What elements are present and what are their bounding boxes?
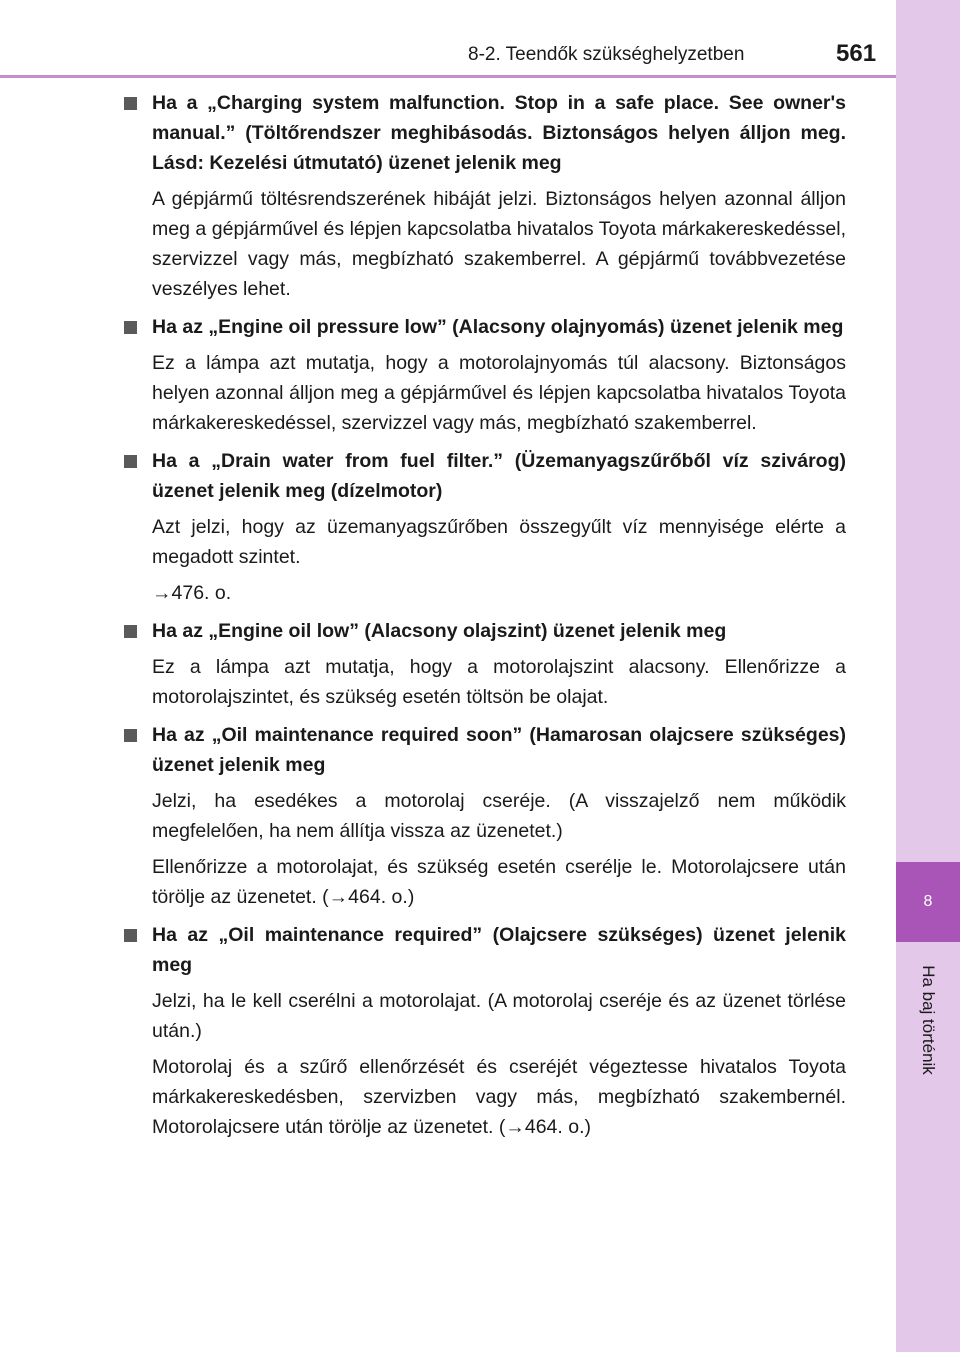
section-heading — [152, 616, 846, 646]
chapter-side-strip — [896, 0, 960, 1352]
square-bullet-icon — [124, 455, 137, 468]
section-heading — [152, 720, 846, 780]
paragraph: Ellenőrizze a motorolajat, és szükség esetén cserélje le. Motorolajcsere után törölje az üzenetet. (→464. o.) — [152, 856, 846, 908]
section-heading-text: Ha az „Engine oil pressure low” (Alacsony olajnyomás) üzenet jelenik meg — [152, 316, 844, 338]
section-heading-text: Ha az „Oil maintenance required soon” (Hamarosan olajcsere szükséges) üzenet jelenik meg — [152, 724, 846, 776]
paragraph: Jelzi, ha esedékes a motorolaj cseréje. (A visszajelző nem működik megfelelően, ha nem állítja vissza az üzenetet.) — [152, 790, 846, 842]
paragraph: Azt jelzi, hogy az üzemanyagszűrőben összegyűlt víz mennyisége elérte a megadott szintet. — [152, 516, 846, 568]
square-bullet-icon — [124, 929, 137, 942]
chapter-tab[interactable] — [896, 862, 960, 942]
paragraph: A gépjármű töltésrendszerének hibáját jelzi. Biztonságos helyen azonnal álljon meg a gépjárművel és lépjen kapcsolatba hivatalos Toyota márkakereskedéssel, szervizzel vagy más, megbízható szakemberrel. A gépjármű továbbvezetése veszélyes lehet. — [152, 188, 846, 300]
square-bullet-icon — [124, 321, 137, 334]
section-oil-maintenance-soon — [122, 720, 846, 912]
section-title: 8-2. Teendők szükséghelyzetben — [468, 44, 745, 65]
section-oil-low — [122, 616, 846, 712]
section-heading — [152, 446, 846, 506]
section-oil-maintenance-required — [122, 920, 846, 1142]
section-heading — [152, 920, 846, 980]
section-drain-water — [122, 446, 846, 608]
header-divider — [0, 75, 896, 78]
section-oil-pressure-low — [122, 312, 846, 438]
paragraph: Jelzi, ha le kell cserélni a motorolajat. (A motorolaj cseréje és az üzenet törlése után.) — [152, 990, 846, 1042]
section-heading — [152, 312, 846, 342]
page-reference-link[interactable]: →476. o. — [152, 582, 232, 604]
section-charging-system — [122, 88, 846, 304]
page-content — [122, 88, 846, 1148]
section-heading — [152, 88, 846, 178]
chapter-label: Ha baj történik — [919, 965, 938, 1075]
section-heading-text: Ha a „Charging system malfunction. Stop in a safe place. See owner's manual.” (Töltőrendszer meghibásodás. Biztonságos helyen álljon meg. Lásd: Kezelési útmutató) üzenet jelenik meg — [152, 92, 846, 174]
paragraph: Motorolaj és a szűrő ellenőrzését és cseréjét végeztesse hivatalos Toyota márkakereskedésben, szervizben vagy más, megbízható szakembernél. Motorolajcsere után törölje az üzenetet. (→464. o.) — [152, 1056, 846, 1138]
chapter-number: 8 — [923, 893, 933, 910]
paragraph: Ez a lámpa azt mutatja, hogy a motorolajszint alacsony. Ellenőrizze a motorolajszintet, és szükség esetén töltsön be olajat. — [152, 656, 846, 708]
square-bullet-icon — [124, 729, 137, 742]
paragraph: Ez a lámpa azt mutatja, hogy a motorolajnyomás túl alacsony. Biztonságos helyen azonnal álljon meg a gépjárművel és lépjen kapcsolatba hivatalos Toyota márkakereskedéssel, szervizzel vagy más, megbízható szakemberrel. — [152, 352, 846, 434]
square-bullet-icon — [124, 97, 137, 110]
section-heading-text: Ha a „Drain water from fuel filter.” (Üzemanyagszűrőből víz szivárog) üzenet jelenik meg (dízelmotor) — [152, 450, 846, 502]
section-heading-text: Ha az „Oil maintenance required” (Olajcsere szükséges) üzenet jelenik meg — [152, 924, 846, 976]
page-number: 561 — [836, 40, 877, 67]
section-heading-text: Ha az „Engine oil low” (Alacsony olajszint) üzenet jelenik meg — [152, 620, 727, 642]
square-bullet-icon — [124, 625, 137, 638]
